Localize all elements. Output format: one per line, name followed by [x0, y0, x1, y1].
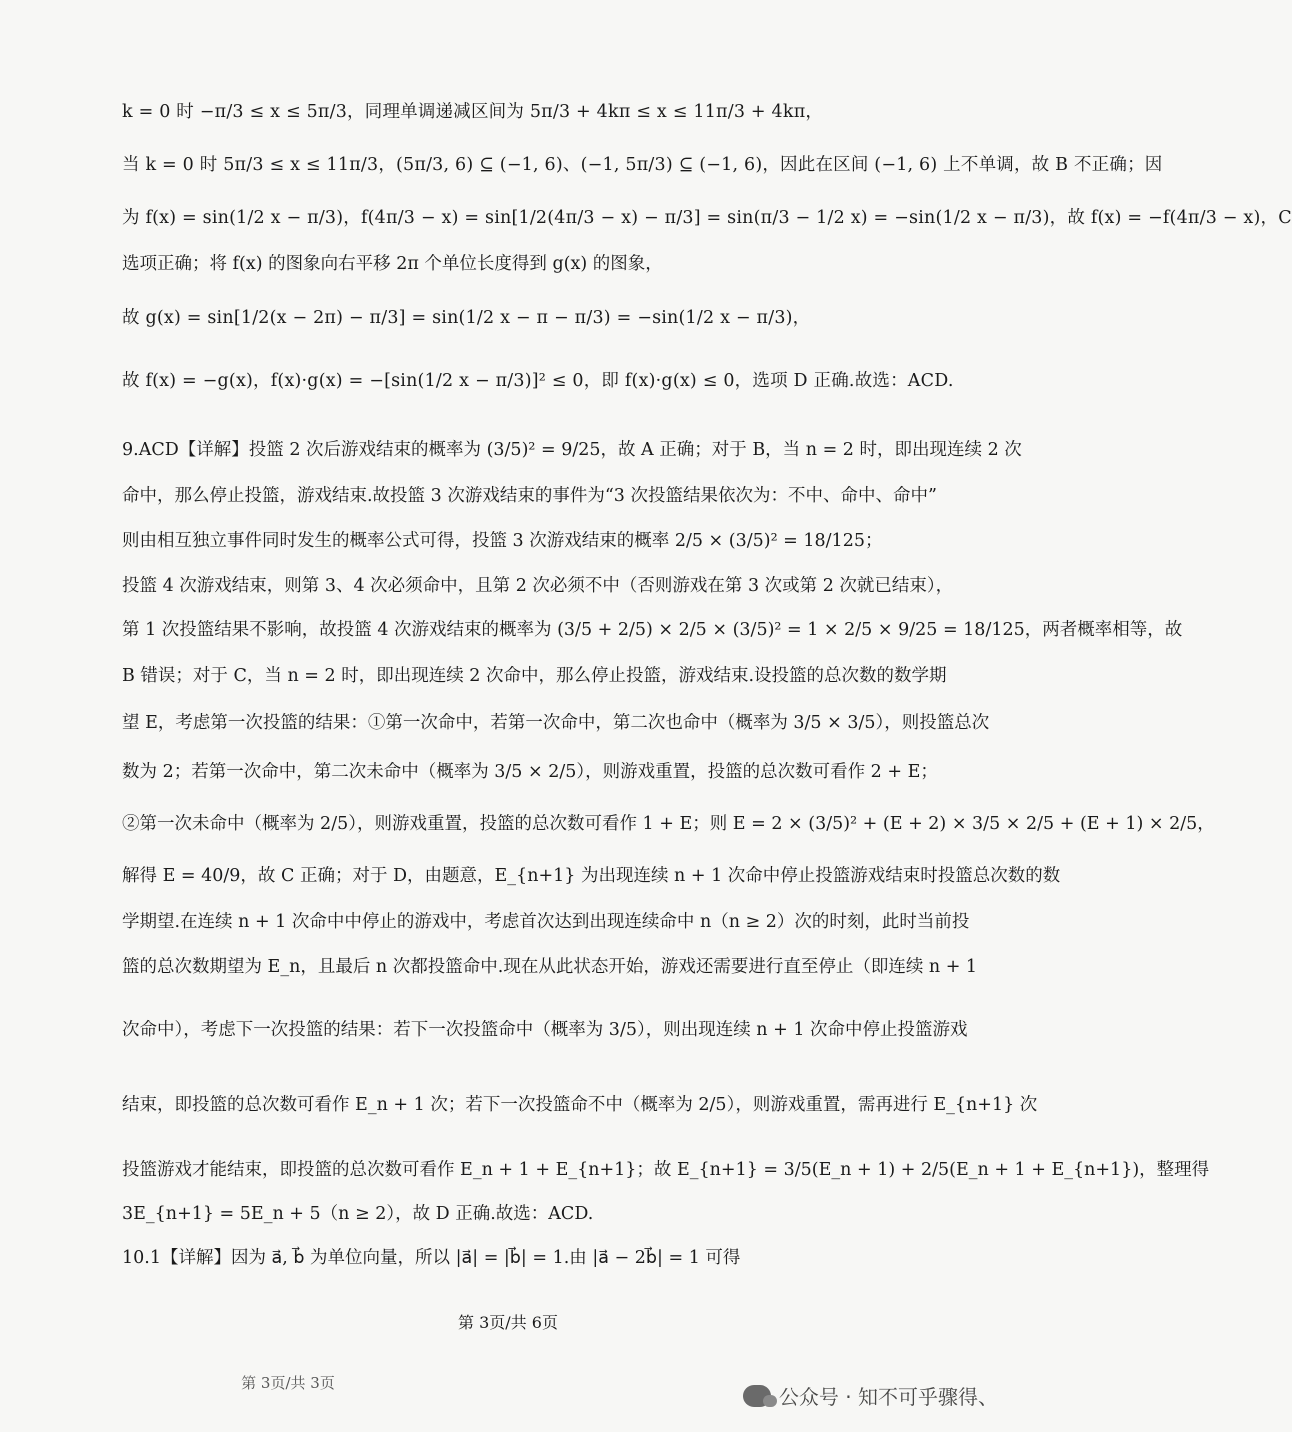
- text-line: 篮的总次数期望为 E_n，且最后 n 次都投篮命中.现在从此状态开始，游戏还需要进行直至停止（即连续 n + 1: [122, 957, 978, 977]
- text-line: 投篮 4 次游戏结束，则第 3、4 次必须命中，且第 2 次必须不中（否则游戏在第 3 次或第 2 次就已结束），: [122, 576, 954, 596]
- text-line: ②第一次未命中（概率为 2/5），则游戏重置，投篮的总次数可看作 1 + E；则 E = 2 × (3/5)² + (E + 2) × 3/5 × 2/5 + (E + 1) × 2/5，: [122, 814, 1215, 834]
- text-line: 命中，那么停止投篮，游戏结束.故投篮 3 次游戏结束的事件为“3 次投篮结果依次为：不中、命中、命中”: [122, 486, 937, 506]
- watermark-text: 公众号 · 知不可乎骤得、: [778, 1385, 998, 1409]
- text-line: k = 0 时 −π/3 ≤ x ≤ 5π/3，同理单调递减区间为 5π/3 + 4kπ ≤ x ≤ 11π/3 + 4kπ，: [122, 102, 824, 122]
- text-line: 则由相互独立事件同时发生的概率公式可得，投篮 3 次游戏结束的概率 2/5 × (3/5)² = 18/125；: [122, 531, 883, 551]
- text-line: 为 f(x) = sin(1/2 x − π/3)，f(4π/3 − x) = sin[1/2(4π/3 − x) − π/3] = sin(π/3 − 1/2 x) = −sin(1/2 x − π/3)，故 f(x) = −f(4π/3 − x)，C: [122, 208, 1292, 228]
- text-line: 3E_{n+1} = 5E_n + 5（n ≥ 2），故 D 正确.故选：ACD.: [122, 1204, 594, 1224]
- text-line: 故 f(x) = −g(x)，f(x)·g(x) = −[sin(1/2 x − π/3)]² ≤ 0，即 f(x)·g(x) ≤ 0，选项 D 正确.故选：ACD.: [122, 371, 954, 391]
- watermark: [743, 1381, 998, 1410]
- text-line: 10.1【详解】因为 a⃗, b⃗ 为单位向量，所以 |a⃗| = |b⃗| = 1.由 |a⃗ − 2b⃗| = 1 可得: [122, 1248, 741, 1268]
- page-footer: 第 3页/共 6页: [458, 1313, 558, 1332]
- text-line: 第 1 次投篮结果不影响，故投篮 4 次游戏结束的概率为 (3/5 + 2/5) × 2/5 × (3/5)² = 1 × 2/5 × 9/25 = 18/125，两者概率相等，故: [122, 620, 1183, 640]
- text-line: 选项正确；将 f(x) 的图象向右平移 2π 个单位长度得到 g(x) 的图象，: [122, 254, 663, 274]
- text-line: 数为 2；若第一次命中，第二次未命中（概率为 3/5 × 2/5），则游戏重置，投篮的总次数可看作 2 + E；: [122, 762, 938, 782]
- text-line: 结束，即投篮的总次数可看作 E_n + 1 次；若下一次投篮命不中（概率为 2/5），则游戏重置，需再进行 E_{n+1} 次: [122, 1095, 1038, 1115]
- text-line: 望 E，考虑第一次投篮的结果：①第一次命中，若第一次命中，第二次也命中（概率为 3/5 × 3/5），则投篮总次: [122, 713, 990, 733]
- text-line: 当 k = 0 时 5π/3 ≤ x ≤ 11π/3，(5π/3, 6) ⊆ (−1, 6)、(−1, 5π/3) ⊆ (−1, 6)，因此在区间 (−1, 6) 上不单调，故 B 不正确；因: [122, 155, 1163, 175]
- text-line: 投篮游戏才能结束，即投篮的总次数可看作 E_n + 1 + E_{n+1}；故 E_{n+1} = 3/5(E_n + 1) + 2/5(E_n + 1 + E_{n+1})，整理得: [122, 1160, 1210, 1180]
- chat-icon: [743, 1385, 771, 1407]
- text-line: 9.ACD【详解】投篮 2 次后游戏结束的概率为 (3/5)² = 9/25，故 A 正确；对于 B，当 n = 2 时，即出现连续 2 次: [122, 440, 1022, 460]
- page-footer-faint: 第 3页/共 3页: [241, 1374, 335, 1392]
- text-line: 故 g(x) = sin[1/2(x − 2π) − π/3] = sin(1/2 x − π − π/3) = −sin(1/2 x − π/3)，: [122, 308, 811, 328]
- text-line: 次命中），考虑下一次投篮的结果：若下一次投篮命中（概率为 3/5），则出现连续 n + 1 次命中停止投篮游戏: [122, 1020, 968, 1040]
- text-line: B 错误；对于 C，当 n = 2 时，即出现连续 2 次命中，那么停止投篮，游戏结束.设投篮的总次数的数学期: [122, 666, 947, 686]
- text-line: 学期望.在连续 n + 1 次命中中停止的游戏中，考虑首次达到出现连续命中 n（n ≥ 2）次的时刻，此时当前投: [122, 912, 970, 932]
- text-line: 解得 E = 40/9，故 C 正确；对于 D，由题意，E_{n+1} 为出现连续 n + 1 次命中停止投篮游戏结束时投篮总次数的数: [122, 866, 1061, 886]
